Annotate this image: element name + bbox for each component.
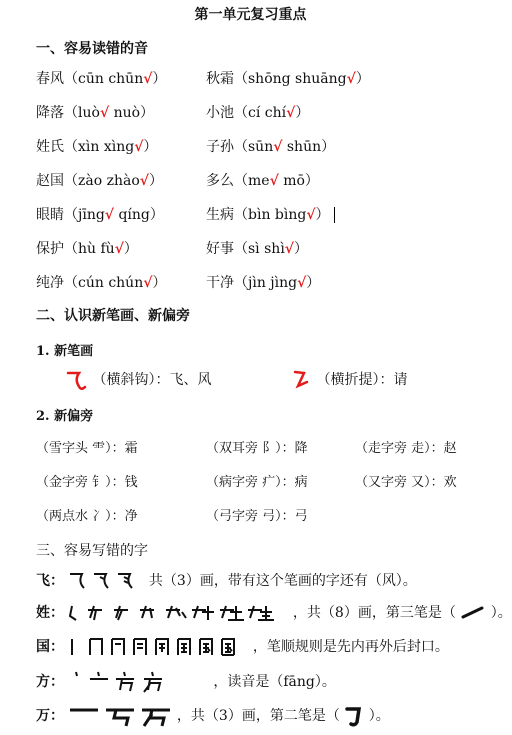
pair-pinyin: （cún chún bbox=[64, 275, 144, 291]
guo-text: ，笔顺规则是先内再外后封口。 bbox=[252, 639, 449, 655]
pronunciation-pair bbox=[36, 272, 166, 292]
pair-word: 干净 bbox=[206, 275, 234, 291]
pronunciation-pair bbox=[36, 68, 166, 88]
fang-stroke-order bbox=[68, 670, 180, 694]
pronunciation-pair bbox=[36, 204, 164, 224]
sub-heading-new-strokes: 1. 新笔画 bbox=[36, 344, 94, 359]
radical-item: （走字旁 走）：赵 bbox=[355, 441, 457, 456]
pronunciation-pair bbox=[36, 136, 157, 156]
text-cursor bbox=[334, 207, 335, 223]
pair-close: ） bbox=[295, 105, 310, 121]
hengzhegou-stroke-icon bbox=[344, 704, 364, 728]
pair-word: 保护 bbox=[36, 241, 64, 257]
fei-text: 共（3）画，带有这个笔画的字还有（风）。 bbox=[148, 573, 417, 589]
pair-word: 子孙 bbox=[206, 139, 234, 155]
fei-row bbox=[36, 570, 417, 592]
wan-stroke-order bbox=[68, 704, 172, 728]
pronunciation-pair bbox=[206, 68, 370, 88]
pair-pinyin: （cí chí bbox=[234, 105, 287, 121]
pair-word: 眼睛 bbox=[36, 207, 64, 223]
pronunciation-pair bbox=[206, 136, 335, 156]
stroke1-label: （横斜钩）：飞、风 bbox=[92, 372, 212, 388]
pronunciation-pair bbox=[206, 238, 308, 258]
xing-label: 姓： bbox=[36, 605, 64, 621]
pair-close: ） bbox=[152, 71, 167, 87]
stroke2-label: （横折提）：请 bbox=[316, 372, 408, 388]
ti-stroke-icon bbox=[460, 605, 486, 621]
check-mark: √ bbox=[99, 105, 110, 121]
pair-close: ） bbox=[315, 207, 330, 223]
pair-word: 春风 bbox=[36, 71, 64, 87]
section2-heading: 二、认识新笔画、新偏旁 bbox=[36, 308, 190, 324]
pronunciation-pair bbox=[206, 204, 335, 224]
pair-pinyin: （me bbox=[234, 173, 270, 189]
pair-close: ） bbox=[123, 241, 138, 257]
section1-heading: 一、容易读错的音 bbox=[36, 41, 148, 57]
radical-item: （弓字旁 弓）：弓 bbox=[206, 509, 308, 524]
stroke-row-1 bbox=[64, 368, 211, 392]
pair-word: 小池 bbox=[206, 105, 234, 121]
pair-pinyin: （sì shì bbox=[234, 241, 285, 257]
pair-pinyin: （sūn bbox=[234, 139, 274, 155]
check-mark: √ bbox=[269, 173, 279, 189]
fang-text: ，读音是（fāng）。 bbox=[213, 674, 336, 690]
pair-word: 纯净 bbox=[36, 275, 64, 291]
check-mark: √ bbox=[306, 207, 316, 223]
pair-close: ） bbox=[294, 241, 308, 257]
hengzheti-stroke-icon bbox=[290, 368, 312, 392]
sub-heading-new-radicals: 2. 新偏旁 bbox=[36, 409, 94, 424]
check-mark: √ bbox=[114, 241, 124, 257]
pair-close: ） bbox=[148, 173, 163, 189]
wan-text: ，共（3）画，第二笔是（ bbox=[176, 708, 340, 724]
radical-item: （双耳旁 阝）：降 bbox=[206, 441, 308, 456]
pair-pinyin-rest: nuò） bbox=[109, 105, 155, 121]
wan-label: 万： bbox=[36, 708, 64, 724]
check-mark: √ bbox=[273, 139, 283, 155]
pronunciation-pair bbox=[36, 238, 138, 258]
xing-close: ）。 bbox=[490, 605, 512, 621]
check-mark: √ bbox=[297, 275, 307, 291]
xing-text: ，共（8）画，第三笔是（ bbox=[292, 605, 456, 621]
pair-close: ） bbox=[143, 139, 158, 155]
page-title: 第一单元复习重点 bbox=[194, 7, 307, 23]
stroke-row-2 bbox=[290, 368, 407, 392]
pair-word: 生病 bbox=[206, 207, 234, 223]
check-mark: √ bbox=[104, 207, 114, 223]
radical-item: （金字旁 钅）：钱 bbox=[36, 475, 138, 490]
pronunciation-pair bbox=[206, 170, 319, 190]
pronunciation-pair bbox=[206, 272, 320, 292]
pair-pinyin-rest: qíng） bbox=[114, 207, 164, 223]
radical-item: （雪字头 ⻗）：霜 bbox=[36, 441, 138, 456]
pair-word: 秋霜 bbox=[206, 71, 234, 87]
wan-row bbox=[36, 704, 390, 728]
pair-close: ） bbox=[355, 71, 370, 87]
xing-stroke-order bbox=[68, 602, 288, 624]
check-mark: √ bbox=[143, 275, 153, 291]
fei-stroke-order bbox=[68, 570, 144, 592]
pair-pinyin: （luò bbox=[64, 105, 100, 121]
radical-item: （病字旁 疒）：病 bbox=[206, 475, 308, 490]
fang-row bbox=[36, 670, 336, 694]
check-mark: √ bbox=[346, 71, 356, 87]
guo-stroke-order bbox=[68, 636, 248, 658]
pair-pinyin: （jīng bbox=[64, 207, 105, 223]
radical-item: （两点水 冫）：净 bbox=[36, 509, 138, 524]
check-mark: √ bbox=[284, 241, 294, 257]
pair-close: ） bbox=[306, 275, 321, 291]
pair-pinyin: （hù fù bbox=[64, 241, 115, 257]
guo-row bbox=[36, 636, 449, 658]
pair-word: 姓氏 bbox=[36, 139, 64, 155]
pronunciation-pair bbox=[36, 102, 154, 122]
pair-pinyin-rest: shūn） bbox=[282, 139, 336, 155]
check-mark: √ bbox=[143, 71, 153, 87]
wan-close: ）。 bbox=[368, 708, 390, 724]
pronunciation-pair bbox=[206, 102, 309, 122]
section3-heading: 三、容易写错的字 bbox=[36, 543, 148, 559]
fei-label: 飞： bbox=[36, 573, 64, 589]
pair-close: ） bbox=[152, 275, 167, 291]
fang-label: 方： bbox=[36, 674, 64, 690]
pair-pinyin: （bìn bìng bbox=[234, 207, 307, 223]
pronunciation-pair bbox=[36, 170, 163, 190]
pair-pinyin: （cūn chūn bbox=[64, 71, 144, 87]
pair-pinyin-rest: mō） bbox=[278, 173, 319, 189]
guo-label: 国： bbox=[36, 639, 64, 655]
pair-word: 好事 bbox=[206, 241, 234, 257]
check-mark: √ bbox=[134, 139, 144, 155]
pair-word: 降落 bbox=[36, 105, 64, 121]
pair-word: 多么 bbox=[206, 173, 234, 189]
xing-row bbox=[36, 602, 512, 624]
pair-pinyin: （xìn xìng bbox=[64, 139, 135, 155]
pair-word: 赵国 bbox=[36, 173, 64, 189]
hengxiegou-stroke-icon bbox=[64, 368, 88, 392]
pair-pinyin: （shōng shuāng bbox=[234, 71, 347, 87]
check-mark: √ bbox=[286, 105, 296, 121]
pair-pinyin: （zào zhào bbox=[64, 173, 140, 189]
radical-item: （又字旁 又）：欢 bbox=[355, 475, 457, 490]
pair-pinyin: （jìn jìng bbox=[234, 275, 298, 291]
check-mark: √ bbox=[139, 173, 149, 189]
